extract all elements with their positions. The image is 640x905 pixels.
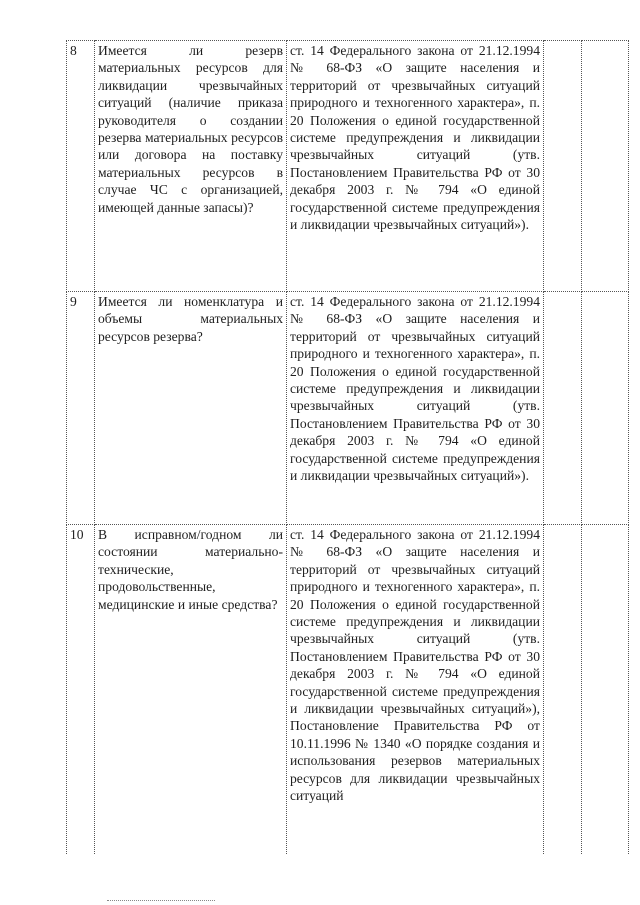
legal-reference-text: ст. 14 Федерального закона от 21.12.1994 № 68-ФЗ «О защите населения и территорий от чрезвычайных ситуаций природного и техногенного характера», п. 20 Положения о единой государственной системе предупреждения и ликвидации чрезвычайных ситуаций (утв. Постановлением Правительства РФ от 30 декабря 2003 г. № 794 «О единой государственной системе предупреждения и ликвидации чрезвычайных ситуаций»), Постановление Правительства РФ от 10.11.1996 № 1340 «О порядке создания и использования резервов материальных ресурсов для ликвидации чрезвычайных ситуаций bbox=[290, 527, 540, 804]
legal-reference-cell: ст. 14 Федерального закона от 21.12.1994 № 68-ФЗ «О защите населения и территорий от чрезвычайных ситуаций природного и техногенного характера», п. 20 Положения о единой государственной системе предупреждения и ликвидации чрезвычайных ситуаций (утв. Постановлением Правительства РФ от 30 декабря 2003 г. № 794 «О единой государственной системе предупреждения и ликвидации чрезвычайных ситуаций»). bbox=[287, 41, 544, 292]
table-row bbox=[67, 41, 629, 292]
question-cell: Имеется ли резерв материальных ресурсов для ликвидации чрезвычайных ситуаций (наличие приказа руководителя о создании резерва материальных ресурсов или договора на поставку материальных ресурсов в случае ЧС с организацией, имеющей данные запасы)? bbox=[95, 41, 287, 292]
checklist-table bbox=[66, 40, 629, 854]
table-row bbox=[67, 525, 629, 855]
row-number: 9 bbox=[67, 292, 95, 525]
answer-cell bbox=[544, 292, 582, 525]
row-number: 10 bbox=[67, 525, 95, 855]
question-cell: В исправном/годном ли состоянии материально-технические, продовольственные, медицинские и иные средства? bbox=[95, 525, 287, 855]
note-cell bbox=[582, 525, 629, 855]
legal-reference-cell: ст. 14 Федерального закона от 21.12.1994 № 68-ФЗ «О защите населения и территорий от чрезвычайных ситуаций природного и техногенного характера», п. 20 Положения о единой государственной системе предупреждения и ликвидации чрезвычайных ситуаций (утв. Постановлением Правительства РФ от 30 декабря 2003 г. № 794 «О единой государственной системе предупреждения и ликвидации чрезвычайных ситуаций»). bbox=[287, 292, 544, 525]
question-cell: Имеется ли номенклатура и объемы материальных ресурсов резерва? bbox=[95, 292, 287, 525]
footer-rule bbox=[107, 900, 215, 901]
note-cell bbox=[582, 292, 629, 525]
answer-cell bbox=[544, 41, 582, 292]
answer-cell bbox=[544, 525, 582, 855]
table-row bbox=[67, 292, 629, 525]
legal-reference-cell bbox=[287, 525, 544, 855]
note-cell bbox=[582, 41, 629, 292]
row-number: 8 bbox=[67, 41, 95, 292]
